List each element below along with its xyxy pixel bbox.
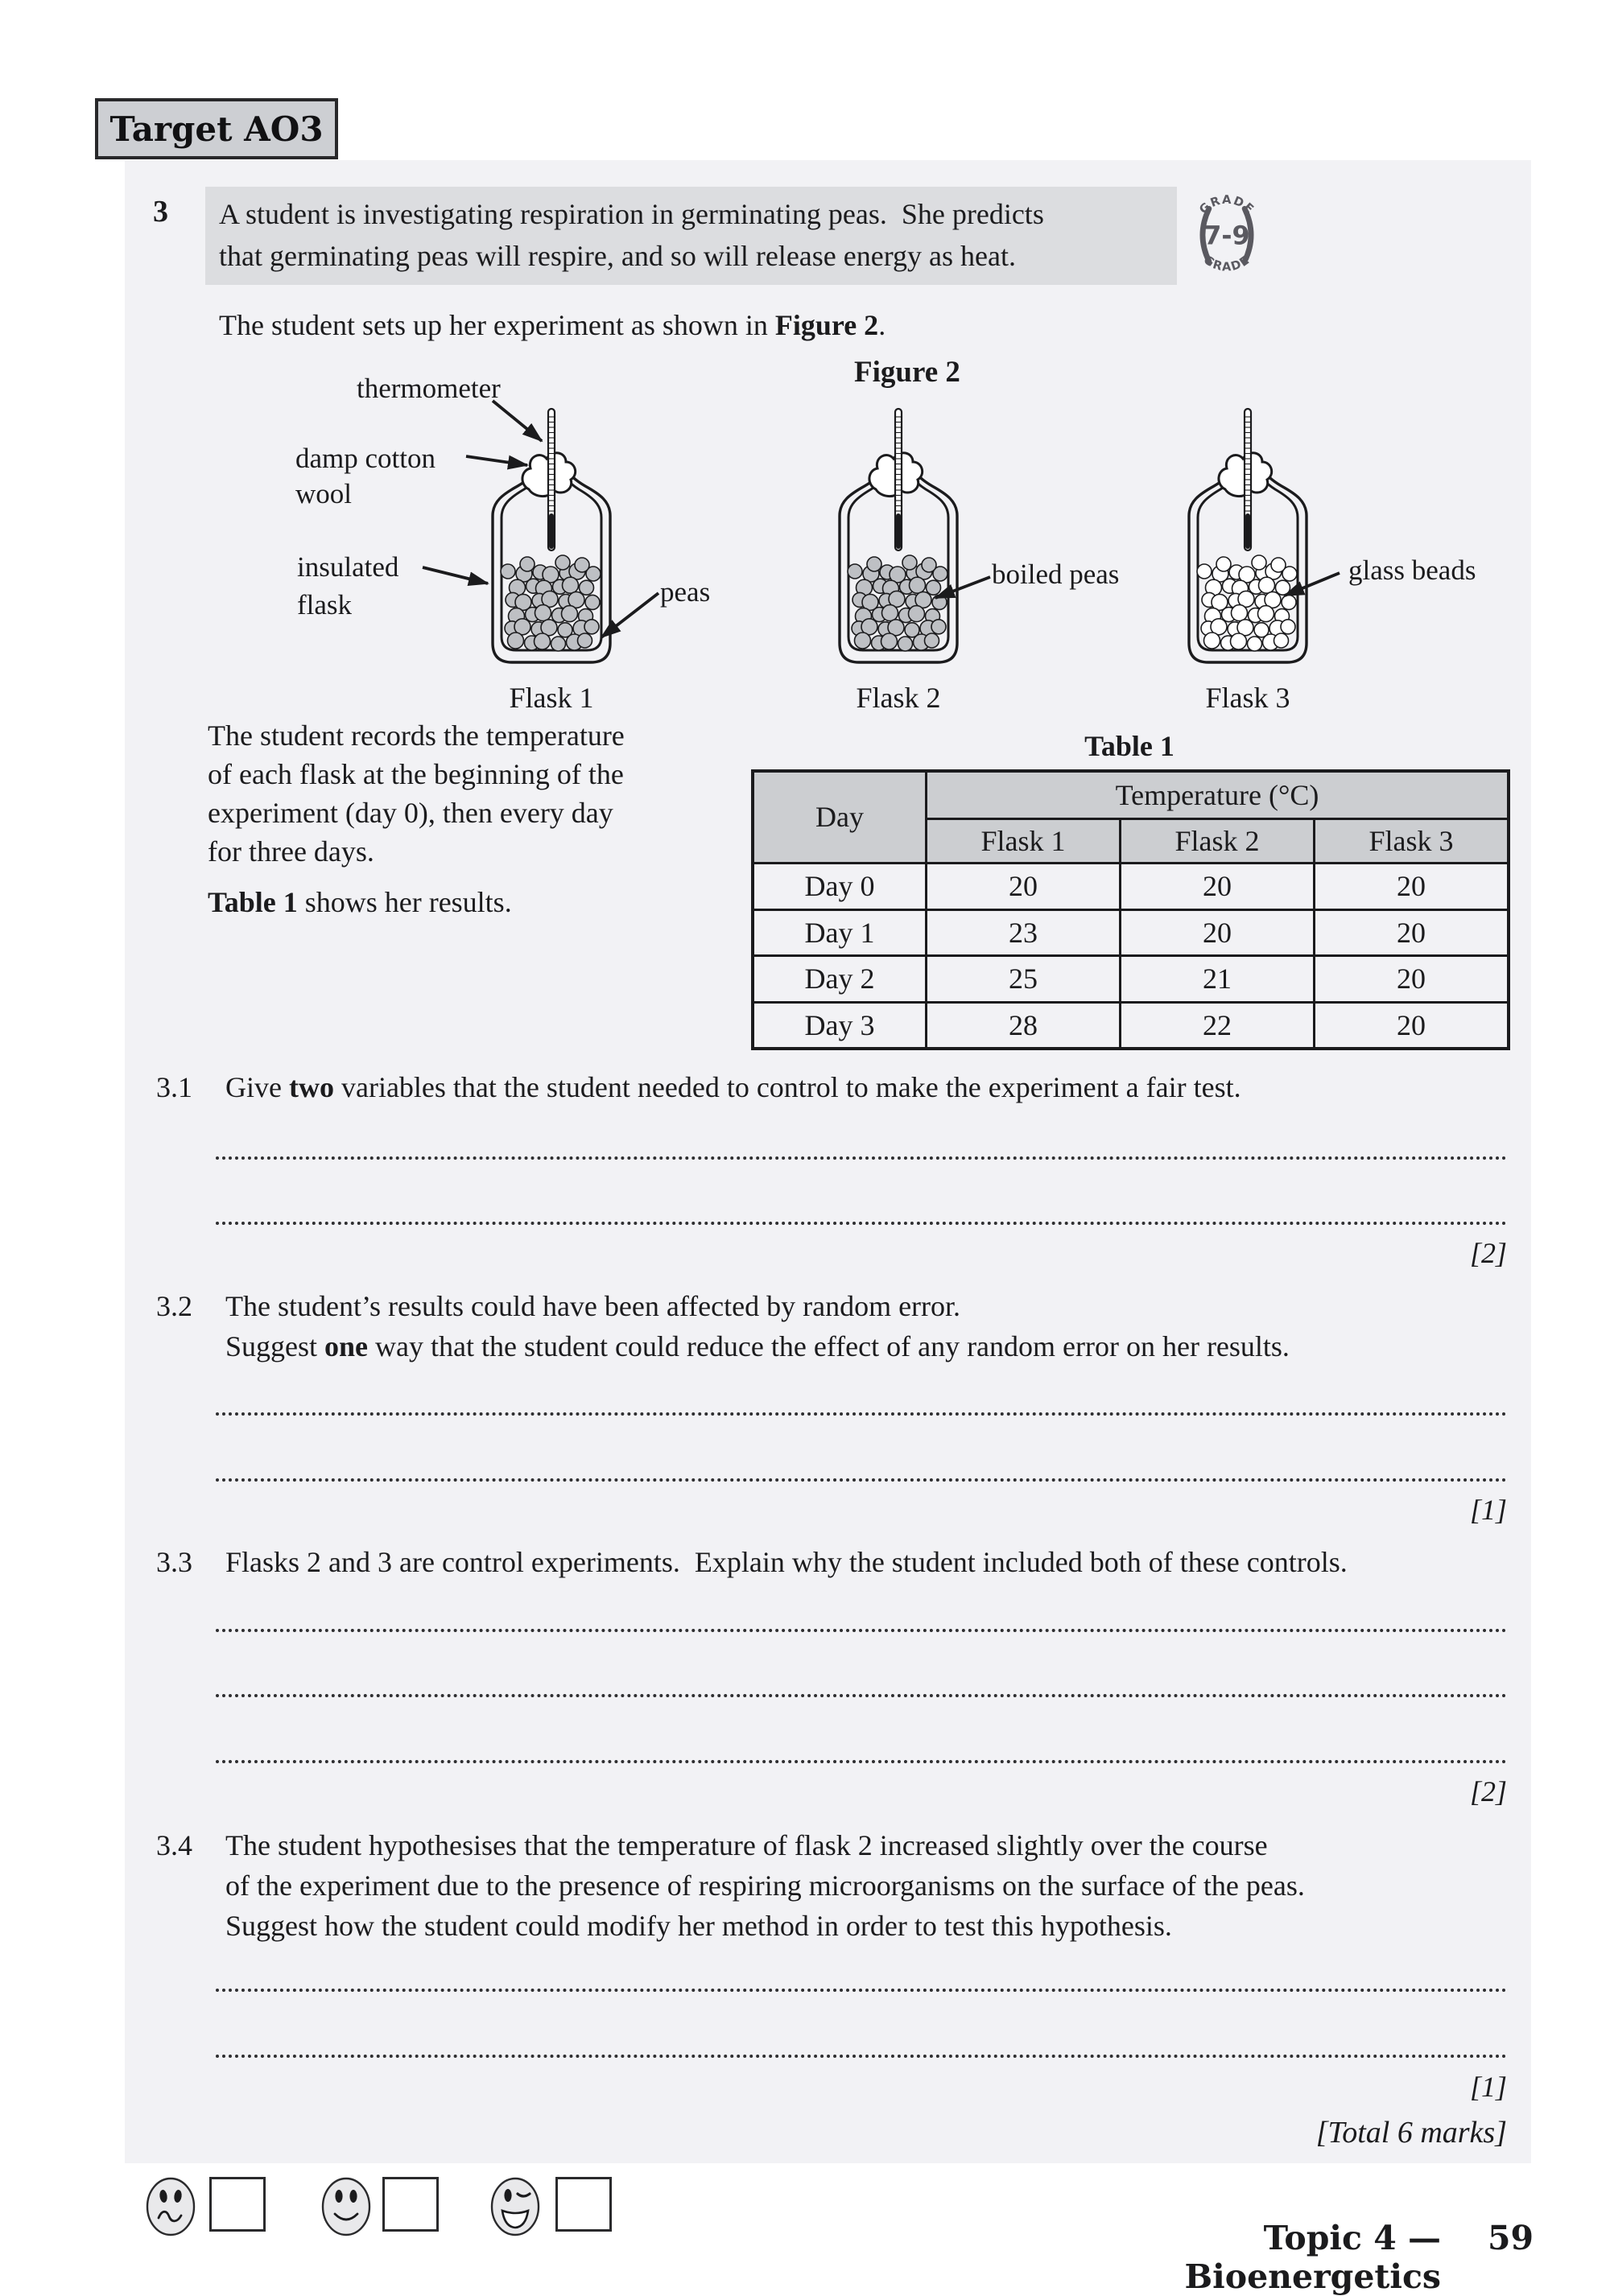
cell-day: Day 1 (753, 909, 927, 955)
question-stem-line-2: that germinating peas will respire, and so will release energy as heat. (219, 240, 1016, 272)
cell-value: 20 (1315, 909, 1509, 955)
flask-diagram (1189, 409, 1307, 662)
table-title: Table 1 (1084, 730, 1174, 762)
badge-grade-top: GRADE (1196, 192, 1257, 217)
setup-sentence: The student sets up her experiment as shown in Figure 2. (219, 309, 886, 341)
feedback-checkbox[interactable] (209, 2177, 266, 2232)
target-ao3-label: Target AO3 (109, 109, 324, 149)
cell-value: 20 (1315, 1002, 1509, 1049)
table-header-flask-2: Flask 2 (1121, 818, 1315, 863)
wink-face-icon (490, 2177, 540, 2237)
confused-face-icon (146, 2177, 196, 2237)
smile-face-icon (321, 2177, 371, 2237)
label-boiled-peas: boiled peas (992, 559, 1120, 590)
cell-value: 25 (927, 955, 1121, 1002)
answer-line[interactable] (216, 1756, 1507, 1763)
label-thermometer: thermometer (357, 373, 501, 404)
answer-line[interactable] (216, 1985, 1507, 1992)
svg-text:GRADE (1197, 193, 1257, 217)
grade-7-9-badge-icon (1180, 188, 1274, 282)
footer-page-number: 59 (1487, 2219, 1534, 2257)
answer-line[interactable] (216, 1625, 1507, 1632)
marks-3-3: [2] (1469, 1775, 1507, 1808)
svg-text:GRADE (1201, 253, 1253, 274)
cell-value: 23 (927, 909, 1121, 955)
answer-line[interactable] (216, 1690, 1507, 1697)
feedback-checkbox[interactable] (382, 2177, 439, 2232)
marks-3-4: [1] (1469, 2071, 1507, 2103)
cell-day: Day 3 (753, 1002, 927, 1049)
target-ao3-box (95, 98, 338, 159)
cell-value: 20 (1121, 909, 1315, 955)
cell-day: Day 0 (753, 863, 927, 909)
feedback-checkbox[interactable] (555, 2177, 612, 2232)
answer-line[interactable] (216, 1152, 1507, 1160)
question-3-3-number: 3.3 (156, 1546, 192, 1578)
marks-3-1: [2] (1469, 1237, 1507, 1269)
question-3-2-text-line-2: Suggest one way that the student could reduce the effect of any random error on her results. (225, 1330, 1290, 1362)
question-3-2-text-line-1: The student’s results could have been affected by random error. (225, 1290, 961, 1322)
question-3-4-number: 3.4 (156, 1829, 192, 1861)
label-peas: peas (660, 576, 711, 608)
table-row (753, 863, 1509, 909)
method-paragraph: The student records the temperature of each flask at the beginning of the experiment (day 0), then every day for three days. (208, 719, 625, 868)
label-glass-beads: glass beads (1348, 554, 1476, 586)
insulated-flask-arrow (423, 567, 488, 583)
results-table (751, 769, 1510, 1050)
cell-day: Day 2 (753, 955, 927, 1002)
table-row (753, 909, 1509, 955)
table-header-flask-3: Flask 3 (1315, 818, 1509, 863)
cell-value: 20 (1121, 863, 1315, 909)
question-3-4-text-line-2: of the experiment due to the presence of respiring microorganisms on the surface of the peas. (225, 1869, 1305, 1902)
question-3-4-text-line-3: Suggest how the student could modify her method in order to test this hypothesis. (225, 1910, 1172, 1942)
flask-2-caption: Flask 2 (856, 682, 941, 714)
cell-value: 28 (927, 1002, 1121, 1049)
cell-value: 20 (927, 863, 1121, 909)
damp-cotton-wool-arrow (466, 456, 527, 465)
answer-line[interactable] (216, 1474, 1507, 1482)
table-header-flask-1: Flask 1 (927, 818, 1121, 863)
cell-value: 20 (1315, 863, 1509, 909)
flask-3-caption: Flask 3 (1205, 682, 1290, 714)
table-row (753, 1002, 1509, 1049)
table-row (753, 955, 1509, 1002)
question-number: 3 (153, 195, 168, 229)
question-3-1-text: Give two variables that the student needed to control to make the experiment a fair test. (225, 1071, 1241, 1103)
answer-line[interactable] (216, 2051, 1507, 2058)
cell-value: 22 (1121, 1002, 1315, 1049)
flask-diagram (840, 409, 957, 662)
figure-2-diagram (121, 354, 1538, 716)
badge-grade-range: 7-9 (1203, 221, 1250, 251)
footer-topic: Topic 4 — Bioenergetics (1184, 2219, 1441, 2296)
table-1-reference: Table 1 (208, 886, 298, 918)
thermometer-arrow (493, 401, 542, 441)
question-3-4-text-line-1: The student hypothesises that the temperature of flask 2 increased slightly over the course (225, 1829, 1268, 1861)
table-header-day: Day (753, 771, 927, 863)
question-3-1-number: 3.1 (156, 1071, 192, 1103)
answer-line[interactable] (216, 1218, 1507, 1225)
answer-line[interactable] (216, 1408, 1507, 1416)
question-stem-line-1: A student is investigating respiration in germinating peas. She predicts (219, 198, 1044, 230)
results-sentence: Table 1 shows her results. (208, 886, 512, 918)
figure-2-reference: Figure 2 (774, 309, 879, 341)
label-damp-cotton-wool: damp cotton wool (295, 443, 436, 509)
flask-diagram (493, 409, 610, 662)
badge-grade-bottom: GRADE (1200, 253, 1253, 274)
marks-3-2: [1] (1469, 1494, 1507, 1526)
cell-value: 20 (1315, 955, 1509, 1002)
table-header-temperature: Temperature (°C) (927, 771, 1509, 818)
question-3-3-text: Flasks 2 and 3 are control experiments. Explain why the student included both of these controls. (225, 1546, 1348, 1578)
flask-1-caption: Flask 1 (509, 682, 594, 714)
question-3-2-number: 3.2 (156, 1290, 192, 1322)
figure-title: Figure 2 (854, 356, 960, 389)
label-insulated-flask: insulated flask (297, 551, 399, 620)
total-marks: [Total 6 marks] (1315, 2116, 1507, 2150)
cell-value: 21 (1121, 955, 1315, 1002)
